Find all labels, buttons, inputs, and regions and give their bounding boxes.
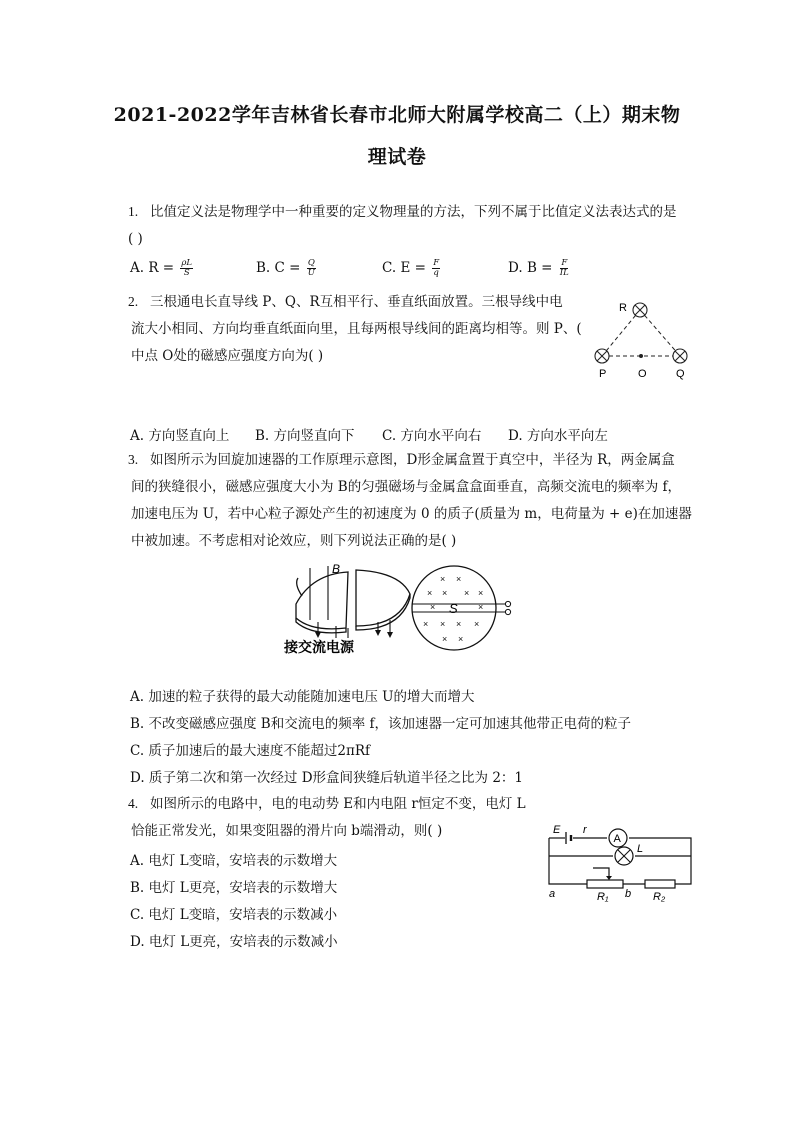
q1-option-b-denominator: U xyxy=(307,268,315,278)
q3-text-line4: 中被加速。不考虑相对论效应，则下列说法正确的是( ) xyxy=(131,533,457,549)
q2-number: 2. xyxy=(128,294,139,309)
q1-option-c-lhs: E = xyxy=(400,260,426,276)
q4-battery-icon xyxy=(566,832,571,844)
q3-arrow-down-icon-2 xyxy=(375,630,381,636)
q3-label-s: S xyxy=(449,601,458,616)
q4-label-l: L xyxy=(637,843,644,855)
svg-text:×: × xyxy=(440,619,446,629)
q1-text-line1 xyxy=(128,203,677,221)
q1-option-c-numerator: F xyxy=(433,258,440,268)
q3-option-d[interactable]: D. 质子第二次和第一次经过 D形盒间狭缝后轨道半径之比为 2：1 xyxy=(130,770,524,786)
q2-wire-triangle-figure xyxy=(588,290,698,382)
q2-dashed-side-rq xyxy=(640,310,680,356)
q1-option-c-denominator: q xyxy=(433,268,439,278)
svg-text:×: × xyxy=(456,619,462,629)
q2-text-line3: 中点 O处的磁感应强度方向为( ) xyxy=(131,348,324,364)
q2-wire-q-icon xyxy=(673,349,687,363)
svg-text:×: × xyxy=(427,588,433,598)
q2-wire-p-icon xyxy=(595,349,609,363)
q3-number: 3. xyxy=(128,452,139,467)
q4-label-a-meter: A xyxy=(613,833,621,845)
q1-option-d-denominator: IL xyxy=(559,268,569,278)
q4-label-e: E xyxy=(553,824,561,836)
svg-text:×: × xyxy=(478,588,484,598)
q4-ammeter-icon xyxy=(609,829,627,847)
q4-resistor-r2-icon xyxy=(645,880,675,888)
q2-label-q: Q xyxy=(676,368,685,380)
svg-text:×: × xyxy=(442,634,448,644)
q3-d-shaped-boxes-3d xyxy=(296,570,410,633)
q1-option-b[interactable] xyxy=(256,259,316,278)
q4-rheostat-r1-icon xyxy=(587,880,623,888)
q1-option-b-numerator: Q xyxy=(307,258,315,268)
exam-title-line1: 2021-2022学年吉林省长春市北师大附属学校高二（上）期末物 xyxy=(113,104,681,126)
q4-option-d[interactable]: D. 电灯 L更亮，安培表的示数减小 xyxy=(130,934,338,950)
q1-option-c-label: C. xyxy=(382,260,397,276)
exam-title-line2: 理试卷 xyxy=(367,146,427,168)
q3-label-b: B xyxy=(332,562,341,576)
q4-option-c[interactable]: C. 电灯 L变暗，安培表的示数减小 xyxy=(130,907,338,923)
q1-option-a[interactable] xyxy=(130,259,193,278)
svg-text:×: × xyxy=(440,574,446,584)
q2-dashed-side-rp xyxy=(602,310,640,356)
svg-text:×: × xyxy=(474,619,480,629)
q1-option-d-lhs: B = xyxy=(526,260,553,276)
q1-text-line2: ( ) xyxy=(128,231,143,247)
q1-option-b-fraction xyxy=(307,259,316,278)
q4-number: 4. xyxy=(128,796,139,811)
q2-wire-r-icon xyxy=(633,303,647,317)
q2-option-a[interactable]: A. 方向竖直向上 xyxy=(130,428,230,444)
q1-option-d[interactable] xyxy=(508,259,570,278)
q3-option-c[interactable]: C. 质子加速后的最大速度不能超过2πRf xyxy=(130,743,371,759)
q1-option-a-label: A. xyxy=(130,260,145,276)
q4-text-line1 xyxy=(128,795,526,813)
q1-option-a-denominator: S xyxy=(183,268,190,278)
q3-text-line2: 间的狭缝很小，磁感应强度大小为 B的匀强磁场与金属盒盒面垂直，高频交流电的频率为 f， xyxy=(131,479,681,495)
q3-arrow-down-icon-3 xyxy=(315,632,321,638)
q4-label-b: b xyxy=(625,888,632,900)
svg-text:×: × xyxy=(423,619,429,629)
q4-label-r2: R₂ xyxy=(653,891,666,902)
q4-option-a[interactable]: A. 电灯 L变暗，安培表的示数增大 xyxy=(130,853,338,869)
q2-label-o: O xyxy=(638,368,647,380)
q2-text-line1 xyxy=(128,293,563,311)
q2-label-r: R xyxy=(619,302,627,314)
q4-label-a: a xyxy=(549,888,556,900)
svg-text:×: × xyxy=(464,588,470,598)
q2-option-b[interactable]: B. 方向竖直向下 xyxy=(255,428,355,444)
svg-text:×: × xyxy=(442,588,448,598)
q4-option-b[interactable]: B. 电灯 L更亮，安培表的示数增大 xyxy=(130,880,338,896)
q4-circuit-figure xyxy=(543,820,699,902)
q4-stem-1: 如图所示的电路中，电的电动势 E和内电阻 r恒定不变，电灯 L xyxy=(150,796,526,812)
q3-option-a[interactable]: A. 加速的粒子获得的最大动能随加速电压 U的增大而增大 xyxy=(130,689,475,705)
q1-stem: 比值定义法是物理学中一种重要的定义物理量的方法，下列不属于比值定义法表达式的是 xyxy=(150,204,677,220)
q1-option-d-fraction xyxy=(559,259,570,278)
q3-figure-caption: 接交流电源 xyxy=(284,640,354,656)
q1-option-a-numerator: ρL xyxy=(181,258,193,268)
q1-option-b-lhs: C = xyxy=(274,260,301,276)
q2-text-line2: 流大小相同、方向均垂直纸面向里，且每两根导线间的距离均相等。则 P、( xyxy=(131,321,582,337)
q1-option-d-label: D. xyxy=(508,260,523,276)
q2-option-d[interactable]: D. 方向水平向左 xyxy=(508,428,608,444)
q3-arrow-down-icon-1 xyxy=(387,632,393,638)
q2-stem-1: 三根通电长直导线 P、Q、R互相平行、垂直纸面放置。三根导线中电 xyxy=(150,294,563,310)
svg-text:×: × xyxy=(430,602,436,612)
q1-option-b-label: B. xyxy=(256,260,271,276)
q1-option-c-fraction xyxy=(432,259,440,278)
q2-label-p: P xyxy=(599,368,607,380)
q4-label-r1: R₁ xyxy=(597,891,609,902)
q3-text-line1 xyxy=(128,451,675,469)
q2-midpoint-o-dot xyxy=(639,354,643,358)
svg-text:×: × xyxy=(458,634,464,644)
q2-option-c[interactable]: C. 方向水平向右 xyxy=(382,428,482,444)
q3-stem-1: 如图所示为回旋加速器的工作原理示意图，D形金属盒置于真空中，半径为 R，两金属盒 xyxy=(150,452,675,468)
q1-number: 1. xyxy=(128,204,139,219)
q4-text-line2: 恰能正常发光，如果变阻器的滑片向 b端滑动，则( ) xyxy=(131,823,443,839)
svg-text:×: × xyxy=(478,602,484,612)
q1-option-a-fraction xyxy=(180,259,193,278)
svg-text:×: × xyxy=(456,574,462,584)
q4-label-r: r xyxy=(583,824,587,836)
q4-lamp-icon xyxy=(615,847,633,865)
q1-option-d-numerator: F xyxy=(561,258,568,268)
q1-option-a-lhs: R = xyxy=(148,260,175,276)
q1-option-c[interactable] xyxy=(382,259,440,278)
q3-cyclotron-figure xyxy=(282,560,518,660)
q3-option-b[interactable]: B. 不改变磁感应强度 B和交流电的频率 f，该加速器一定可加速其他带正电荷的粒子 xyxy=(130,716,632,732)
q3-text-line3: 加速电压为 U，若中心粒子源处产生的初速度为 0 的质子(质量为 m，电荷量为 + e)在加速器 xyxy=(131,506,692,522)
